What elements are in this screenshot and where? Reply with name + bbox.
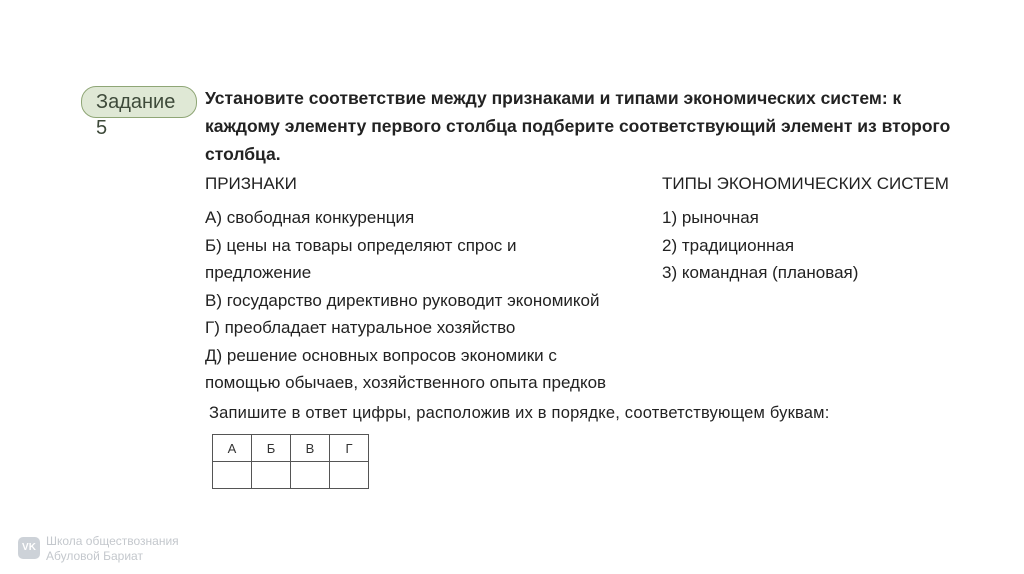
- feature-line: Б) цены на товары определяют спрос и: [205, 235, 517, 255]
- vk-logo-icon: VK: [18, 537, 40, 559]
- feature-line: В) государство директивно руководит экономикой: [205, 290, 600, 310]
- answer-instruction: Запишите в ответ цифры, расположив их в порядке, соответствующем буквам:: [209, 404, 830, 422]
- types-heading: ТИПЫ ЭКОНОМИЧЕСКИХ СИСТЕМ: [662, 174, 949, 193]
- answer-header-cell: В: [291, 435, 330, 462]
- task-badge-number: 5: [96, 117, 108, 139]
- answer-header-cell: Г: [330, 435, 369, 462]
- type-item: 2) традиционная: [662, 235, 795, 255]
- features-heading: ПРИЗНАКИ: [205, 174, 297, 193]
- answer-cell[interactable]: [213, 462, 252, 489]
- feature-line: Г) преобладает натуральное хозяйство: [205, 318, 516, 337]
- feature-line: предложение: [205, 263, 312, 282]
- features-list: [205, 204, 645, 397]
- task-title: Установите соответствие между признаками и типами экономических систем: к каждому элементу первого столбца подберите соответствующий элемент из второго столбца.: [205, 88, 951, 164]
- watermark-author-name: Абуловой Бариат: [46, 549, 143, 563]
- feature-line: А) свободная конкуренция: [205, 208, 415, 227]
- answer-header-cell: А: [213, 435, 252, 462]
- types-list: [662, 204, 1002, 287]
- task-badge-label: Задание: [96, 91, 176, 113]
- answer-table: [212, 434, 369, 489]
- answer-cell[interactable]: [252, 462, 291, 489]
- feature-line: помощью обычаев, хозяйственного опыта предков: [205, 373, 607, 392]
- answer-value-row: [213, 462, 369, 489]
- feature-line: Д) решение основных вопросов экономики с: [205, 345, 557, 365]
- type-item: 3) командная (плановая): [662, 263, 859, 282]
- answer-header-cell: Б: [252, 435, 291, 462]
- answer-cell[interactable]: [330, 462, 369, 489]
- watermark-school-name: Школа обществознания: [46, 534, 179, 548]
- answer-cell[interactable]: [291, 462, 330, 489]
- type-item: 1) рыночная: [662, 208, 759, 227]
- answer-header-row: [213, 435, 369, 462]
